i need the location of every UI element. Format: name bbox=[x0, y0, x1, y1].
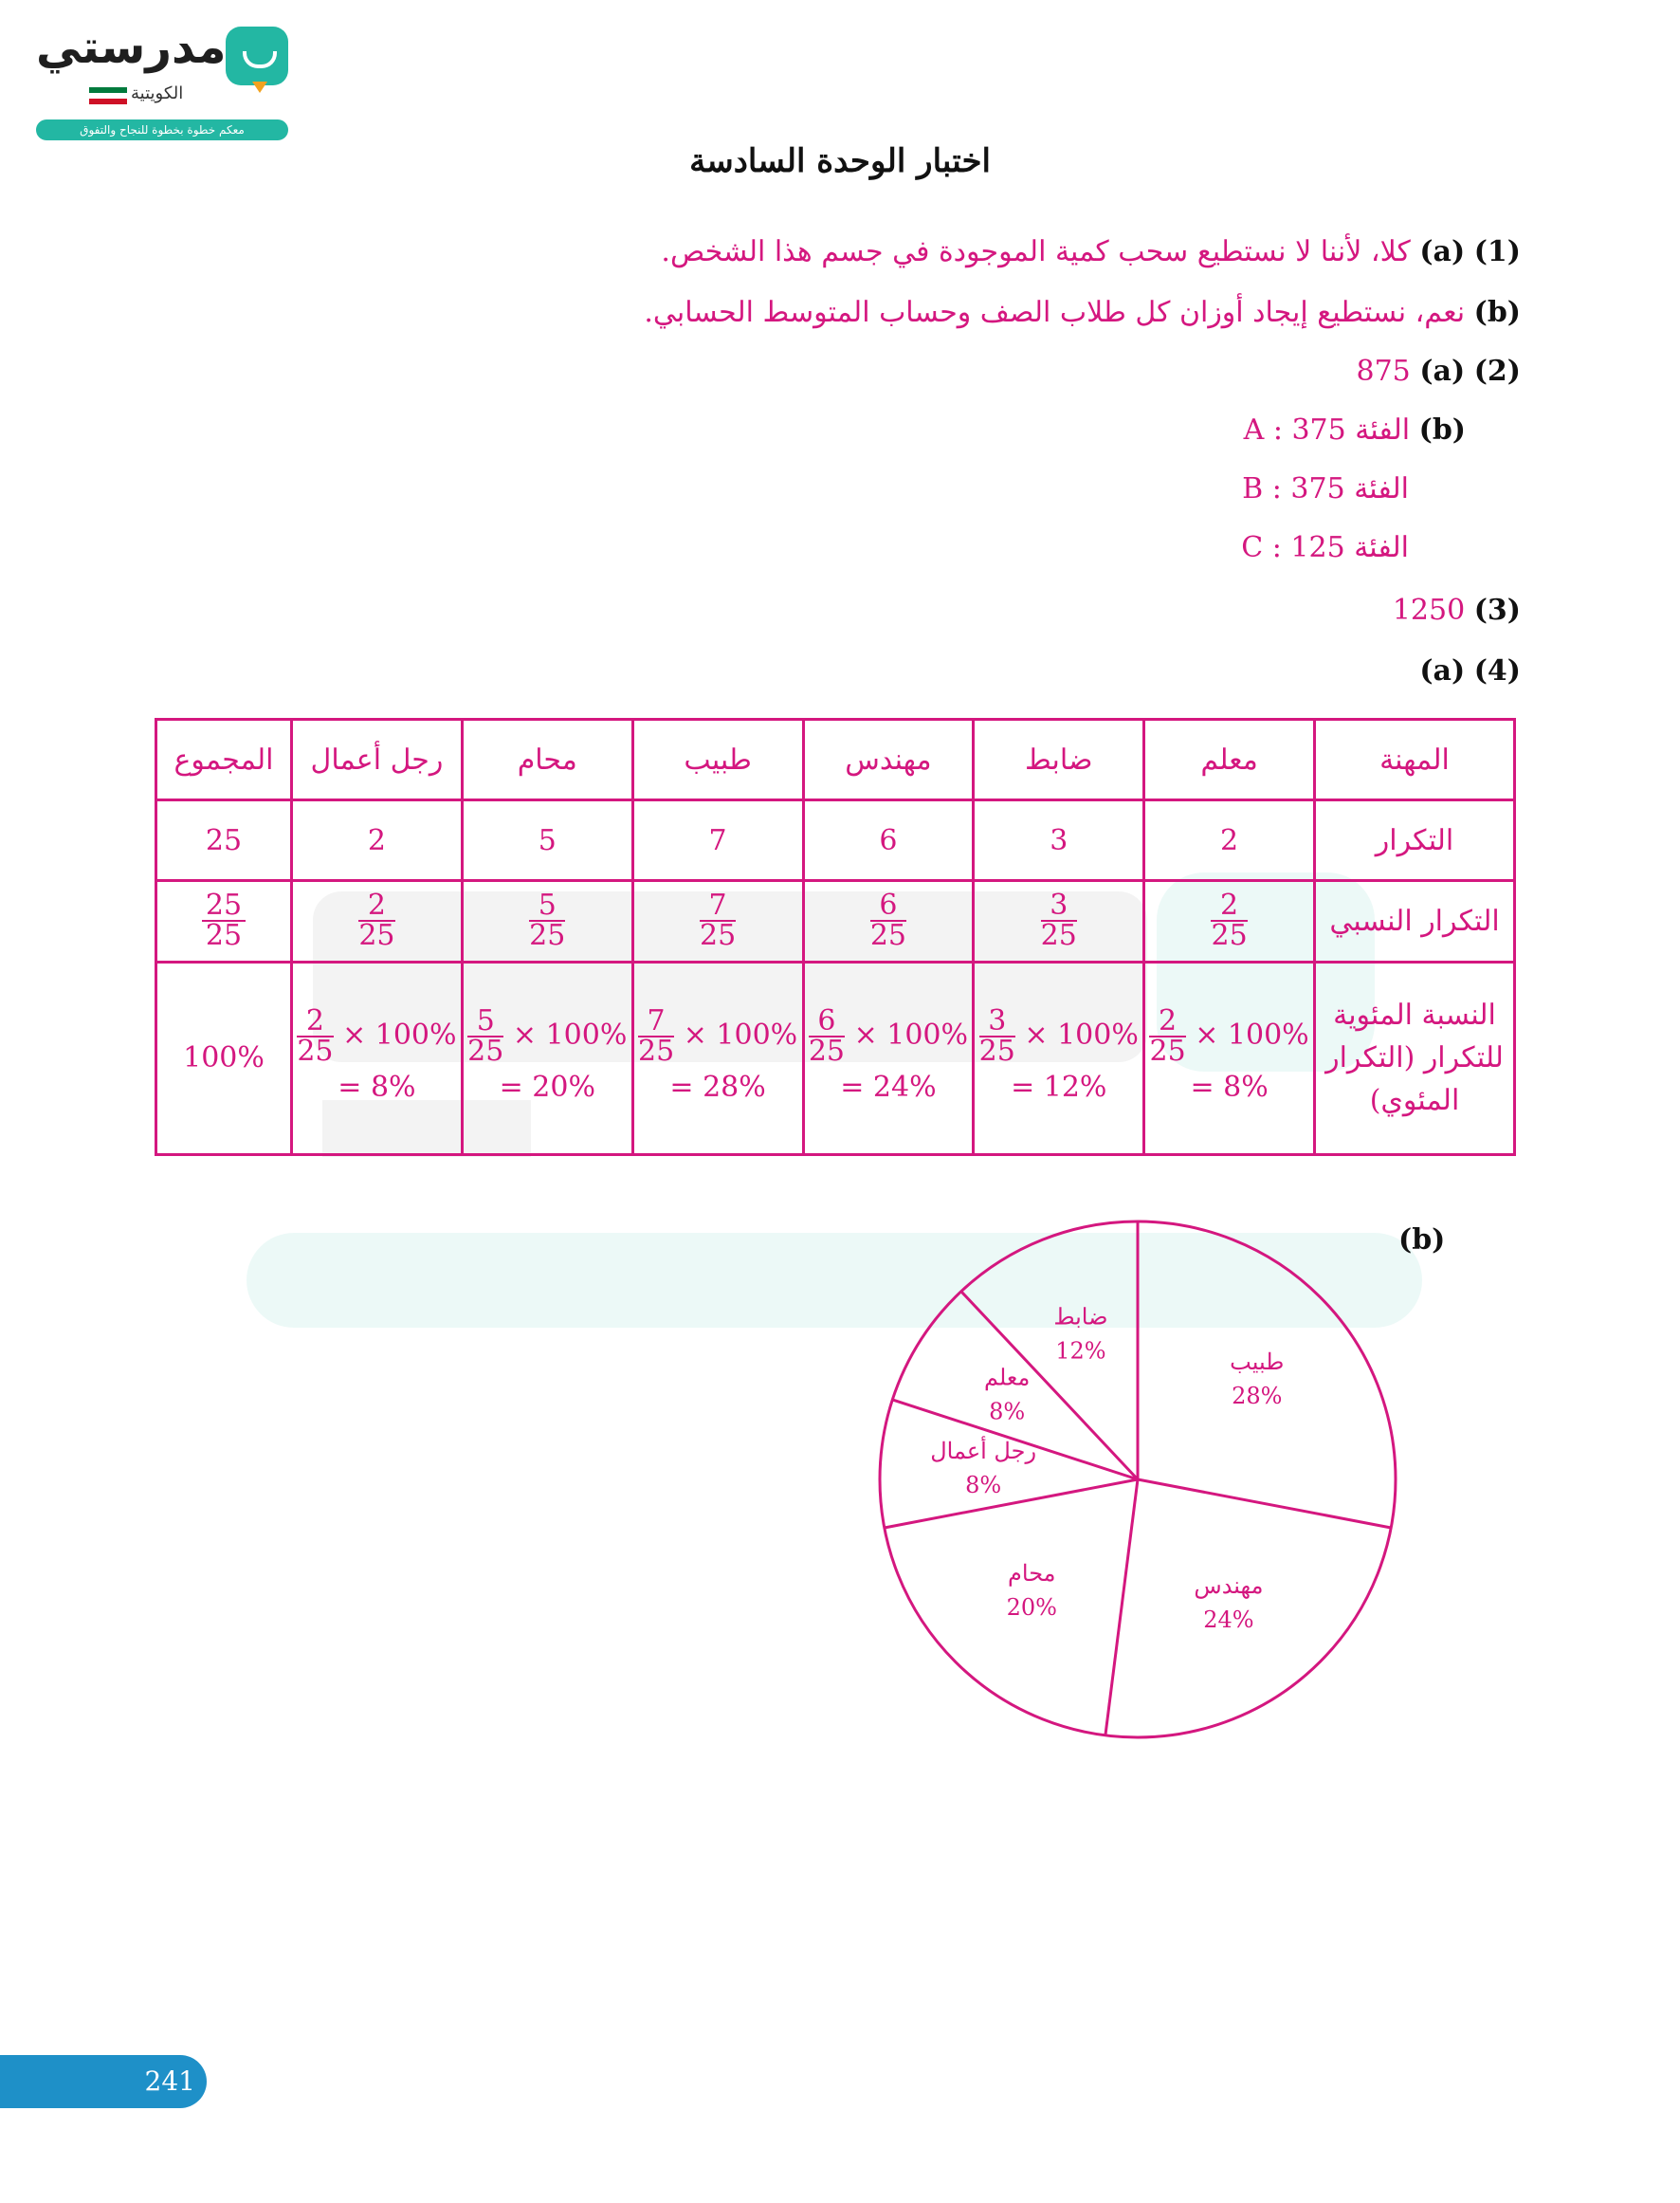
q3-answer: 1250 bbox=[1392, 594, 1466, 627]
percent-result: = 28% bbox=[669, 1071, 766, 1105]
pie-slice-label: طبيب bbox=[1230, 1348, 1285, 1375]
pie-chart bbox=[853, 1204, 1422, 1754]
pie-slice-label: رجل أعمال bbox=[930, 1437, 1037, 1464]
cell-frequency: 5 bbox=[462, 800, 632, 881]
pie-slice-value: 24% bbox=[1203, 1606, 1254, 1634]
cell-name: طبيب bbox=[632, 720, 803, 800]
percent-result: = 20% bbox=[499, 1071, 595, 1105]
kuwait-flag-icon bbox=[89, 87, 127, 104]
cell-percentage bbox=[974, 962, 1144, 1154]
cell-name: رجل أعمال bbox=[292, 720, 463, 800]
cell-name: مهندس bbox=[803, 720, 974, 800]
cell-relative-frequency bbox=[292, 881, 463, 962]
cell-frequency: 7 bbox=[632, 800, 803, 881]
logo-subtitle: الكويتية bbox=[131, 83, 184, 103]
q4-b-label: (b) bbox=[1398, 1223, 1446, 1257]
cell-percentage bbox=[1144, 962, 1315, 1154]
pie-slice-boundary bbox=[1105, 1479, 1138, 1735]
percent-result: 100% bbox=[183, 1041, 265, 1075]
q1-a-label: (a) bbox=[1419, 235, 1466, 268]
cell-frequency: 2 bbox=[1144, 800, 1315, 881]
fraction-denominator: 25 bbox=[808, 1035, 846, 1069]
q1-b-answer: نعم، نستطيع إيجاد أوزان كل طلاب الصف وحساب المتوسط الحسابي. bbox=[644, 296, 1466, 329]
percent-expression: × 100% bbox=[512, 1019, 628, 1053]
percent-expression: × 100% bbox=[1024, 1019, 1139, 1053]
fraction-numerator: 7 bbox=[700, 891, 736, 922]
fraction-numerator: 25 bbox=[202, 891, 246, 922]
percent-expression: × 100% bbox=[853, 1019, 969, 1053]
q2-b-label: (b) bbox=[1418, 413, 1466, 447]
pie-slice-boundary bbox=[885, 1479, 1138, 1528]
table-row-frequency bbox=[156, 800, 1515, 881]
q1-number: (1) bbox=[1473, 235, 1521, 268]
fraction-numerator: 2 bbox=[297, 1007, 333, 1037]
page-number-tab bbox=[0, 2055, 207, 2108]
cell-relative-frequency bbox=[632, 881, 803, 962]
fraction-denominator: 25 bbox=[297, 1035, 334, 1069]
cell-frequency: 6 bbox=[803, 800, 974, 881]
cell-percentage bbox=[462, 962, 632, 1154]
fraction-denominator: 25 bbox=[467, 1035, 504, 1069]
q4-line bbox=[1419, 654, 1521, 688]
frequency-table bbox=[155, 718, 1516, 1156]
q2-number: (2) bbox=[1473, 355, 1521, 388]
fraction-denominator: 25 bbox=[700, 919, 737, 953]
cell-relative-frequency bbox=[1144, 881, 1315, 962]
pie-slice-value: 8% bbox=[965, 1471, 1002, 1498]
pie-slice-value: 8% bbox=[989, 1398, 1026, 1425]
cell-relative-frequency bbox=[462, 881, 632, 962]
percent-result: = 12% bbox=[1011, 1071, 1107, 1105]
percent-result: = 8% bbox=[338, 1071, 416, 1105]
fraction-denominator: 25 bbox=[978, 1035, 1015, 1069]
page-number: 241 bbox=[144, 2065, 195, 2097]
q1-b-line bbox=[644, 296, 1521, 329]
q2-b-line bbox=[1244, 413, 1466, 447]
row-head-percentage: النسبة المئوية للتكرار (التكرار المئوي) bbox=[1315, 962, 1515, 1154]
percent-result: = 8% bbox=[1190, 1071, 1269, 1105]
cell-relative-frequency bbox=[803, 881, 974, 962]
cell-percentage bbox=[803, 962, 974, 1154]
page-title: اختبار الوحدة السادسة bbox=[689, 142, 991, 180]
row-head-profession: المهنة bbox=[1315, 720, 1515, 800]
fraction-denominator: 25 bbox=[1211, 919, 1248, 953]
fraction-numerator: 7 bbox=[638, 1007, 674, 1037]
percent-expression: × 100% bbox=[1195, 1019, 1309, 1053]
logo-badge-icon bbox=[226, 27, 288, 85]
q2-b-answer-b: الفئة B : 375 bbox=[1242, 472, 1409, 505]
pie-slice-label: معلم bbox=[984, 1364, 1031, 1391]
cell-name: محام bbox=[462, 720, 632, 800]
cell-relative-frequency bbox=[156, 881, 292, 962]
cell-frequency: 2 bbox=[292, 800, 463, 881]
fraction-numerator: 2 bbox=[1211, 891, 1247, 922]
fraction-numerator: 5 bbox=[529, 891, 565, 922]
percent-result: = 24% bbox=[840, 1071, 937, 1105]
row-head-frequency: التكرار bbox=[1315, 800, 1515, 881]
q1-b-label: (b) bbox=[1473, 296, 1521, 329]
pie-slice-value: 20% bbox=[1006, 1593, 1057, 1621]
q3-number: (3) bbox=[1473, 594, 1521, 627]
cell-frequency: 25 bbox=[156, 800, 292, 881]
fraction-numerator: 3 bbox=[1041, 891, 1077, 922]
table-row-relative-frequency bbox=[156, 881, 1515, 962]
cell-frequency: 3 bbox=[974, 800, 1144, 881]
fraction-numerator: 2 bbox=[1149, 1007, 1185, 1037]
q2-a-line bbox=[1357, 355, 1522, 388]
q2-b-answer-a: الفئة A : 375 bbox=[1243, 413, 1411, 447]
q3-line bbox=[1393, 594, 1521, 627]
row-head-relative-frequency: التكرار النسبي bbox=[1315, 881, 1515, 962]
q4-a-label: (a) bbox=[1419, 654, 1466, 688]
fraction-numerator: 5 bbox=[467, 1007, 503, 1037]
cell-percentage bbox=[292, 962, 463, 1154]
cell-name: المجموع bbox=[156, 720, 292, 800]
cell-relative-frequency bbox=[974, 881, 1144, 962]
logo-slogan: معكم خطوة بخطوة للنجاح والتفوق bbox=[36, 119, 288, 140]
logo bbox=[36, 21, 292, 137]
fraction-denominator: 25 bbox=[205, 919, 243, 953]
q2-a-answer: 875 bbox=[1356, 355, 1411, 388]
table-row-profession bbox=[156, 720, 1515, 800]
table-row-percentage bbox=[156, 962, 1515, 1154]
cell-percentage-total bbox=[156, 962, 292, 1154]
percent-expression: × 100% bbox=[683, 1019, 798, 1053]
q2-a-label: (a) bbox=[1419, 355, 1466, 388]
fraction-denominator: 25 bbox=[1040, 919, 1077, 953]
pie-slice-value: 12% bbox=[1055, 1337, 1106, 1365]
fraction-denominator: 25 bbox=[1149, 1035, 1186, 1069]
fraction-denominator: 25 bbox=[529, 919, 566, 953]
q2-b-answer-c: الفئة C : 125 bbox=[1241, 531, 1409, 564]
fraction-numerator: 6 bbox=[870, 891, 906, 922]
pie-slice-label: محام bbox=[1008, 1559, 1056, 1587]
fraction-numerator: 3 bbox=[979, 1007, 1015, 1037]
cell-name: معلم bbox=[1144, 720, 1315, 800]
pie-slice-boundary bbox=[1138, 1479, 1391, 1528]
percent-expression: × 100% bbox=[342, 1019, 457, 1053]
pie-slice-label: مهندس bbox=[1194, 1572, 1264, 1600]
q4-number: (4) bbox=[1473, 654, 1521, 688]
fraction-denominator: 25 bbox=[638, 1035, 675, 1069]
q1-a-answer: كلا، لأننا لا نستطيع سحب كمية الموجودة في جسم هذا الشخص. bbox=[661, 235, 1411, 268]
fraction-numerator: 6 bbox=[809, 1007, 845, 1037]
logo-brand: مدرستي bbox=[36, 21, 227, 74]
fraction-denominator: 25 bbox=[869, 919, 907, 953]
fraction-denominator: 25 bbox=[358, 919, 395, 953]
fraction-numerator: 2 bbox=[358, 891, 394, 922]
cell-percentage bbox=[632, 962, 803, 1154]
pie-slice-label: ضابط bbox=[1053, 1303, 1108, 1331]
q1-a-line bbox=[661, 235, 1521, 268]
pie-slice-value: 28% bbox=[1232, 1382, 1283, 1409]
cell-name: ضابط bbox=[974, 720, 1144, 800]
